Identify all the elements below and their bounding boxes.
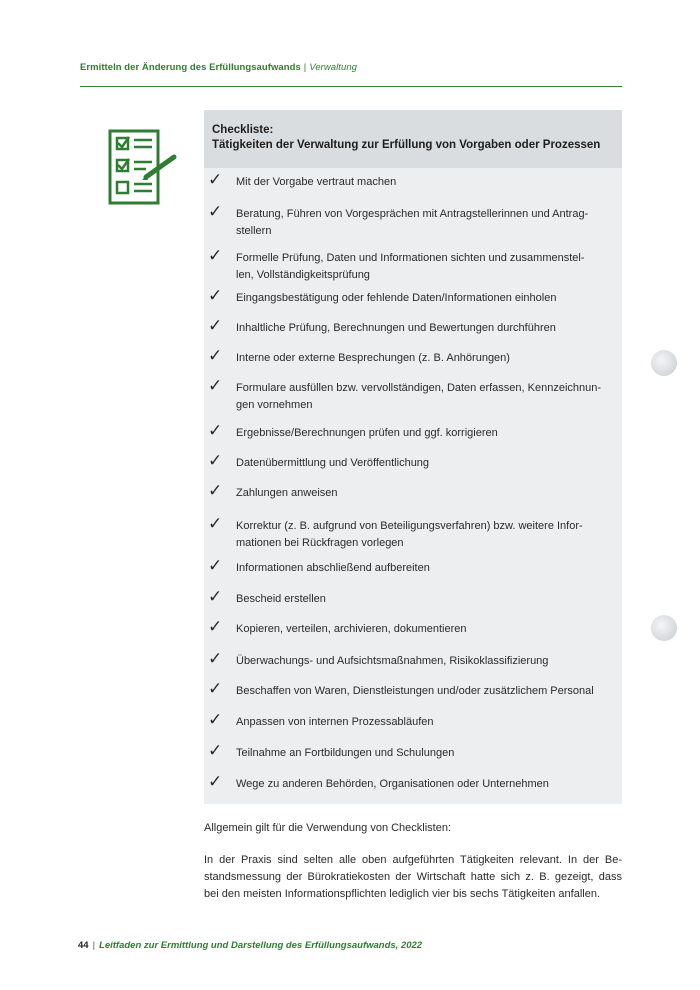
- checkmark-icon: ✓: [208, 772, 223, 792]
- paragraph-line: In der Praxis sind selten alle oben aufgeführten Tätigkeiten relevant. In der Be-: [204, 854, 622, 866]
- header-subtitle: Verwaltung: [309, 62, 357, 73]
- checklist-item-text: [236, 485, 612, 502]
- header-title: Ermitteln der Änderung des Erfüllungsaufwands: [80, 62, 301, 73]
- checklist-item-line: Wege zu anderen Behörden, Organisationen oder Unternehmen: [236, 778, 549, 790]
- checklist-item-line: Eingangsbestätigung oder fehlende Daten/Informationen einholen: [236, 292, 557, 304]
- checklist-item-text: [236, 683, 612, 700]
- checklist-item-text: [236, 455, 612, 472]
- checklist-item-text: [236, 425, 612, 442]
- checklist-header: [204, 110, 622, 168]
- checklist-subtitle: Tätigkeiten der Verwaltung zur Erfüllung von Vorgaben oder Prozessen: [212, 139, 601, 151]
- checklist-item-text: [236, 745, 612, 762]
- checkmark-icon: ✓: [208, 556, 223, 576]
- checklist-pencil-icon: [106, 127, 186, 207]
- running-header: [80, 62, 620, 73]
- checkmark-icon: ✓: [208, 421, 223, 441]
- checklist-item-line: Beratung, Führen von Vorgesprächen mit Antragstellerinnen und Antrag-: [236, 208, 589, 220]
- checklist-item-text: [236, 591, 612, 608]
- checklist-item-line: Zahlungen anweisen: [236, 487, 338, 499]
- checkmark-icon: ✓: [208, 202, 223, 222]
- punch-hole-bottom: [651, 615, 677, 641]
- checkmark-icon: ✓: [208, 451, 223, 471]
- checklist-item-line: Beschaffen von Waren, Dienstleistungen und/oder zusätzlichem Personal: [236, 685, 594, 697]
- checklist-item-line: Überwachungs- und Aufsichtsmaßnahmen, Risikoklassifizierung: [236, 655, 549, 667]
- checklist-item-line: Mit der Vorgabe vertraut machen: [236, 176, 397, 188]
- footer-separator: |: [92, 940, 96, 951]
- checklist-item-text: [236, 174, 612, 191]
- checklist-item-text: [236, 776, 612, 793]
- intro-text: Allgemein gilt für die Verwendung von Checklisten:: [204, 822, 452, 834]
- checklist-item-text: [236, 653, 612, 670]
- checkmark-icon: ✓: [208, 741, 223, 761]
- checklist-item-text: [236, 206, 612, 240]
- checkmark-icon: ✓: [208, 286, 223, 306]
- checklist-item-line: Kopieren, verteilen, archivieren, dokumentieren: [236, 623, 467, 635]
- checklist-item-line: Korrektur (z. B. aufgrund von Beteiligungsverfahren) bzw. weitere Infor-: [236, 520, 583, 532]
- checklist-item-text: [236, 250, 612, 284]
- checklist-item-line: Formulare ausfüllen bzw. vervollständigen, Daten erfassen, Kennzeichnun-: [236, 382, 602, 394]
- body-paragraph: [204, 852, 622, 903]
- checklist-item-line: Informationen abschließend aufbereiten: [236, 562, 430, 574]
- checklist-body: [204, 168, 622, 804]
- checkmark-icon: ✓: [208, 587, 223, 607]
- checkmark-icon: ✓: [208, 346, 223, 366]
- punch-hole-top: [651, 350, 677, 376]
- checkmark-icon: ✓: [208, 316, 223, 336]
- paragraph-line: bei den meisten Informationspflichten lediglich vier bis sechs Tätigkeiten anfallen.: [204, 888, 601, 900]
- checkmark-icon: ✓: [208, 170, 223, 190]
- checkmark-icon: ✓: [208, 710, 223, 730]
- checklist-item-line: Inhaltliche Prüfung, Berechnungen und Bewertungen durchführen: [236, 322, 556, 334]
- page-number: 44: [78, 940, 89, 951]
- checklist-item-text: [236, 560, 612, 577]
- checklist-item-text: [236, 714, 612, 731]
- page-footer: [78, 940, 422, 951]
- checkmark-icon: ✓: [208, 617, 223, 637]
- checklist-item-text: [236, 380, 612, 414]
- checkmark-icon: ✓: [208, 246, 223, 266]
- header-separator: |: [303, 62, 307, 73]
- checklist-item-line: Interne oder externe Besprechungen (z. B. Anhörungen): [236, 352, 510, 364]
- checklist-item-line: len, Vollständigkeitsprüfung: [236, 269, 370, 281]
- checkmark-icon: ✓: [208, 679, 223, 699]
- paragraph-line: standsmessung der Bürokratiekosten der Wirtschaft hatte sich z. B. gezeigt, dass: [204, 871, 622, 883]
- checkmark-icon: ✓: [208, 514, 223, 534]
- checklist-item-line: Teilnahme an Fortbildungen und Schulungen: [236, 747, 455, 759]
- checklist-item-text: [236, 350, 612, 367]
- header-rule: [80, 86, 622, 87]
- checklist-item-line: mationen bei Rückfragen vorlegen: [236, 537, 404, 549]
- checkmark-icon: ✓: [208, 376, 223, 396]
- checklist-item-line: Formelle Prüfung, Daten und Informationen sichten und zusammenstel-: [236, 252, 585, 264]
- checklist-item-line: Bescheid erstellen: [236, 593, 326, 605]
- checklist-item-line: Anpassen von internen Prozessabläufen: [236, 716, 434, 728]
- checklist-item-text: [236, 320, 612, 337]
- checklist-item-text: [236, 518, 612, 552]
- checklist-item-line: Ergebnisse/Berechnungen prüfen und ggf. korrigieren: [236, 427, 498, 439]
- checkmark-icon: ✓: [208, 481, 223, 501]
- checklist-item-text: [236, 290, 612, 307]
- checklist-item-line: gen vornehmen: [236, 399, 313, 411]
- checklist-title: Checkliste:: [212, 124, 274, 136]
- checkmark-icon: ✓: [208, 649, 223, 669]
- checklist-item-line: stellern: [236, 225, 272, 237]
- checklist-item-text: [236, 621, 612, 638]
- footer-title: Leitfaden zur Ermittlung und Darstellung des Erfüllungsaufwands, 2022: [99, 940, 423, 951]
- checklist-item-line: Datenübermittlung und Veröffentlichung: [236, 457, 430, 469]
